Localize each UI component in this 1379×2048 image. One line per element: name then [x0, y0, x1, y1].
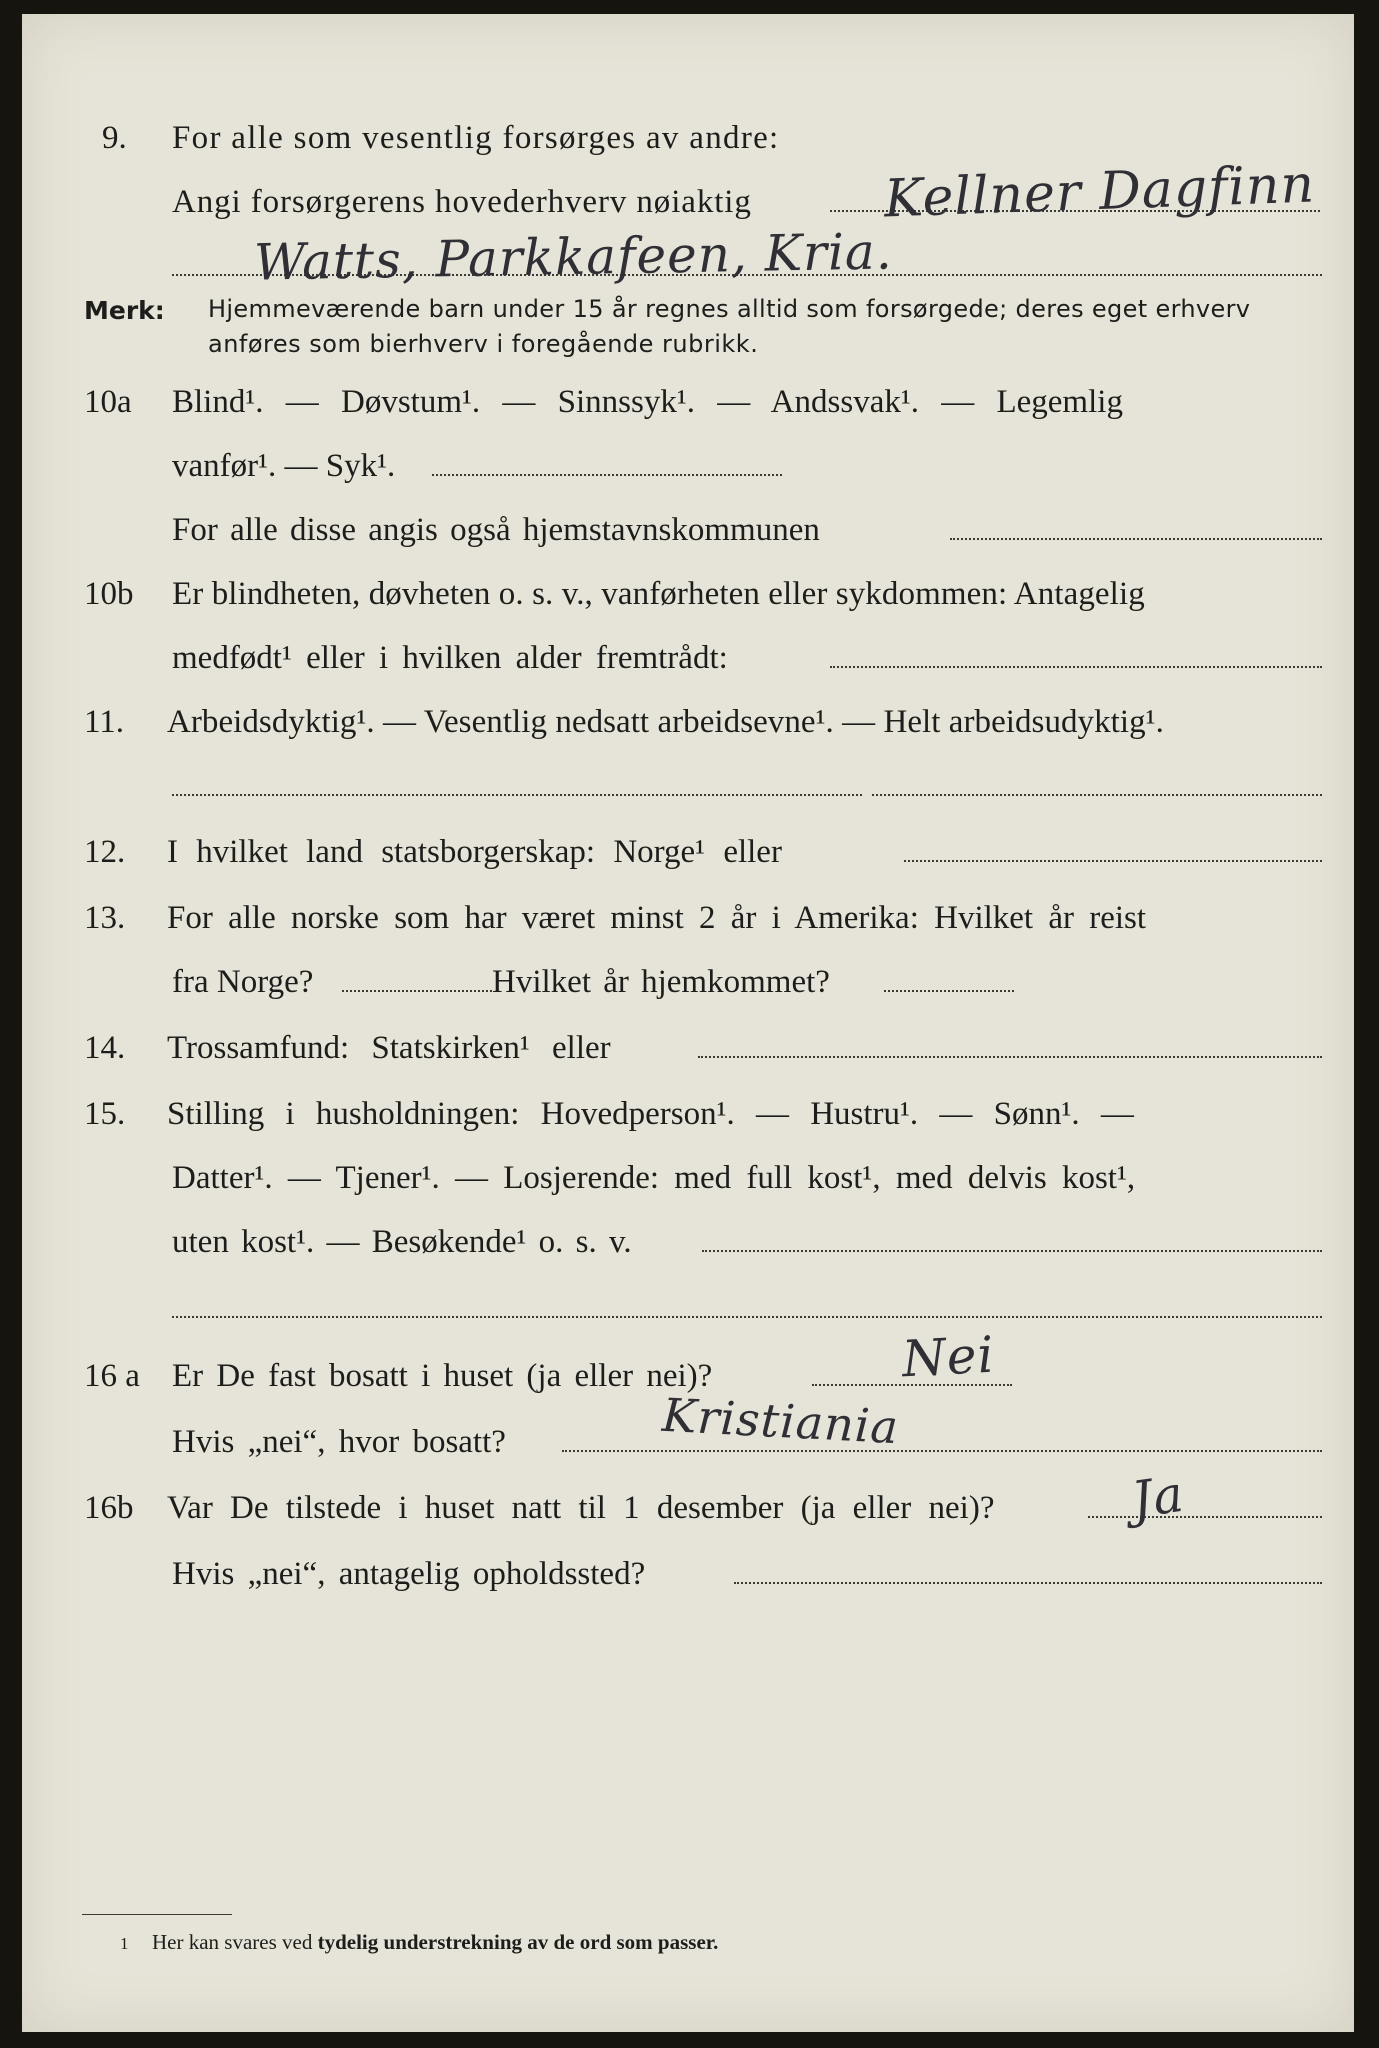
q10a-answer-line — [432, 474, 782, 476]
q15-answer-line — [702, 1250, 1322, 1252]
q9-line2: Angi forsørgerens hovederhverv nøiaktig — [172, 184, 752, 220]
q10a-hjemstavn-line — [950, 538, 1322, 540]
q15-line3: uten kost¹. — Besøkende¹ o. s. v. — [172, 1224, 632, 1260]
merk-line1: Hjemmeværende barn under 15 år regnes alltid som forsørgede; deres eget erhverv — [208, 295, 1251, 323]
q12-line1: I hvilket land statsborgerskap: Norge¹ eller — [167, 834, 782, 870]
merk-line2: anføres som bierhverv i foregående rubrikk. — [208, 330, 759, 358]
q13-line2a: fra Norge? — [172, 964, 314, 1000]
q15-extra-line — [172, 1316, 1322, 1318]
q9-handwritten-occupation: Kellner Dagfinn — [883, 154, 1316, 230]
q10b-line2: medfødt¹ eller i hvilken alder fremtrådt: — [172, 640, 728, 676]
q10a-line1: Blind¹. — Døvstum¹. — Sinnssyk¹. — Andssvak¹. — Legemlig — [172, 384, 1123, 420]
q16a-handwritten-answer: Nei — [900, 1325, 996, 1389]
q10b-number: 10b — [84, 576, 134, 612]
q11-answer-line-right — [872, 794, 1322, 796]
q14-answer-line — [698, 1056, 1322, 1058]
q16a-line2: Hvis „nei“, hvor bosatt? — [172, 1424, 506, 1460]
q16b-line1: Var De tilstede i huset natt til 1 desember (ja eller nei)? — [167, 1490, 995, 1526]
q10b-line1: Er blindheten, døvheten o. s. v., vanførheten eller sykdommen: Antagelig — [172, 576, 1145, 612]
footnote-text — [152, 1930, 718, 1955]
q16b-number: 16b — [84, 1490, 134, 1526]
q16a-handwritten-residence: Kristiania — [660, 1387, 901, 1455]
q10b-answer-line — [830, 666, 1322, 668]
q13-number: 13. — [84, 900, 126, 936]
footnote-text-plain: Her kan svares ved — [152, 1930, 313, 1954]
q10a-line3: For alle disse angis også hjemstavnskommunen — [172, 512, 820, 548]
q16a-line1: Er De fast bosatt i huset (ja eller nei)? — [172, 1358, 713, 1394]
q9-number: 9. — [102, 120, 127, 156]
q9-line1: For alle som vesentlig forsørges av andre: — [172, 120, 780, 156]
q16b-handwritten-answer: Ja — [1128, 1464, 1188, 1530]
q16a-answer-line2 — [562, 1450, 1322, 1452]
q12-answer-line — [904, 860, 1322, 862]
q16a-number: 16 a — [84, 1358, 140, 1394]
q16b-line2: Hvis „nei“, antagelig opholdssted? — [172, 1556, 646, 1592]
census-form-page — [22, 14, 1354, 2032]
footnote-text-bold: tydelig understrekning av de ord som passer. — [317, 1930, 719, 1954]
footnote-rule — [82, 1914, 232, 1915]
q16b-answer-line — [1088, 1516, 1322, 1518]
q9-handwritten-employer: Watts, Parkkafeen, Kria. — [253, 222, 894, 292]
q15-line2: Datter¹. — Tjener¹. — Losjerende: med full kost¹, med delvis kost¹, — [172, 1160, 1136, 1196]
q15-line1: Stilling i husholdningen: Hovedperson¹. — Hustru¹. — Sønn¹. — — [167, 1096, 1134, 1132]
q13-line2b: Hvilket år hjemkommet? — [492, 964, 830, 1000]
q14-line1: Trossamfund: Statskirken¹ eller — [167, 1030, 611, 1066]
q13-line1: For alle norske som har været minst 2 år i Amerika: Hvilket år reist — [167, 900, 1147, 936]
q16b-opholdssted-line — [734, 1582, 1322, 1584]
q15-number: 15. — [84, 1096, 126, 1132]
q11-answer-line-left — [172, 794, 862, 796]
q10a-number: 10a — [84, 384, 132, 420]
footnote-mark: 1 — [120, 1934, 129, 1953]
q13-reist-line — [342, 990, 492, 992]
q13-hjemkommet-line — [884, 990, 1014, 992]
q14-number: 14. — [84, 1030, 126, 1066]
merk-label: Merk: — [84, 296, 165, 325]
q11-number: 11. — [84, 704, 125, 740]
q10a-line2: vanfør¹. — Syk¹. — [172, 448, 396, 484]
q11-line1: Arbeidsdyktig¹. — Vesentlig nedsatt arbeidsevne¹. — Helt arbeidsudyktig¹. — [167, 704, 1164, 740]
q12-number: 12. — [84, 834, 126, 870]
